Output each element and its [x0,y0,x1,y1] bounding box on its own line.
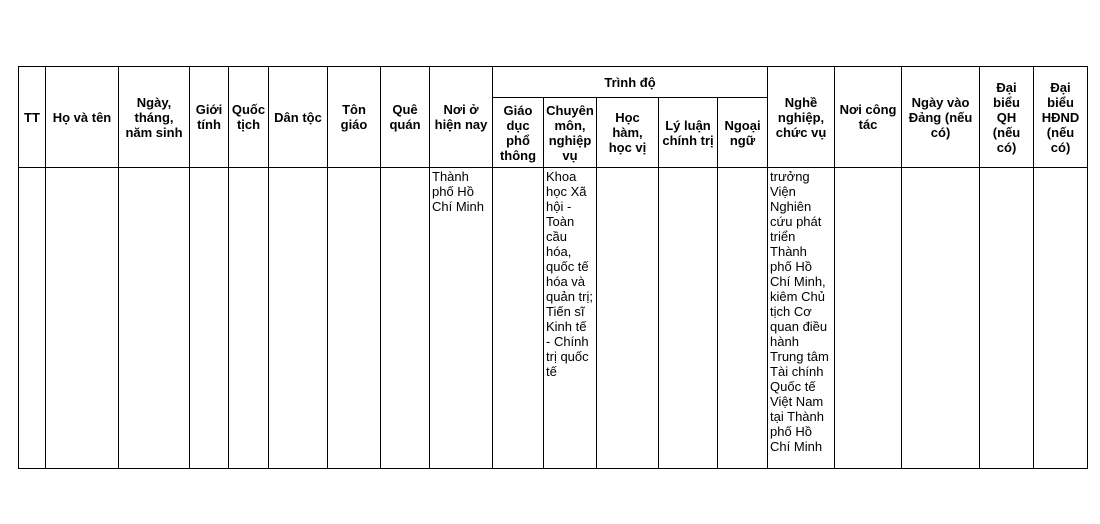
header-giao-duc: Giáo dục phổ thông [493,98,544,168]
cell-que-quan [381,168,430,469]
cell-nghe-nghiep: trưởng Viện Nghiên cứu phát triển Thành phố Hồ Chí Minh, kiêm Chủ tịch Cơ quan điều hành Trung tâm Tài chính Quốc tế Việt Nam tại Thành phố Hồ Chí Minh [768,168,835,469]
table-row [19,168,1088,469]
cell-ngay-vao-dang [902,168,980,469]
header-noi-cong-tac: Nơi công tác [835,67,902,168]
header-ngoai-ngu: Ngoại ngữ [718,98,768,168]
header-dai-bieu-hdnd: Đại biểu HĐND (nếu có) [1034,67,1088,168]
cell-hoc-ham [597,168,659,469]
header-ly-luan: Lý luận chính trị [659,98,718,168]
header-trinh-do: Trình độ [493,67,768,98]
header-ngay-vao-dang: Ngày vào Đảng (nếu có) [902,67,980,168]
candidate-info-table [18,66,1088,469]
header-ton-giao: Tôn giáo [328,67,381,168]
cell-tt [19,168,46,469]
header-gioi-tinh: Giới tính [190,67,229,168]
header-dai-bieu-qh: Đại biểu QH (nếu có) [980,67,1034,168]
header-noi-o: Nơi ở hiện nay [430,67,493,168]
header-nghe-nghiep: Nghề nghiệp, chức vụ [768,67,835,168]
cell-dai-bieu-hdnd [1034,168,1088,469]
header-hoc-ham: Học hàm, học vị [597,98,659,168]
header-ngay-sinh: Ngày, tháng, năm sinh [119,67,190,168]
cell-noi-cong-tac [835,168,902,469]
cell-quoc-tich [229,168,269,469]
cell-dai-bieu-qh [980,168,1034,469]
header-dan-toc: Dân tộc [269,67,328,168]
header-chuyen-mon: Chuyên môn, nghiệp vụ [544,98,597,168]
cell-ho-ten [46,168,119,469]
cell-dan-toc [269,168,328,469]
cell-ngay-sinh [119,168,190,469]
cell-chuyen-mon: Khoa học Xã hội - Toàn cầu hóa, quốc tế hóa và quản trị; Tiến sĩ Kinh tế - Chính trị quốc tế [544,168,597,469]
header-quoc-tich: Quốc tịch [229,67,269,168]
cell-ton-giao [328,168,381,469]
cell-noi-o: Thành phố Hồ Chí Minh [430,168,493,469]
header-tt: TT [19,67,46,168]
header-ho-ten: Họ và tên [46,67,119,168]
cell-giao-duc [493,168,544,469]
cell-gioi-tinh [190,168,229,469]
cell-ngoai-ngu [718,168,768,469]
header-que-quan: Quê quán [381,67,430,168]
cell-ly-luan [659,168,718,469]
header-row-1 [19,67,1088,98]
